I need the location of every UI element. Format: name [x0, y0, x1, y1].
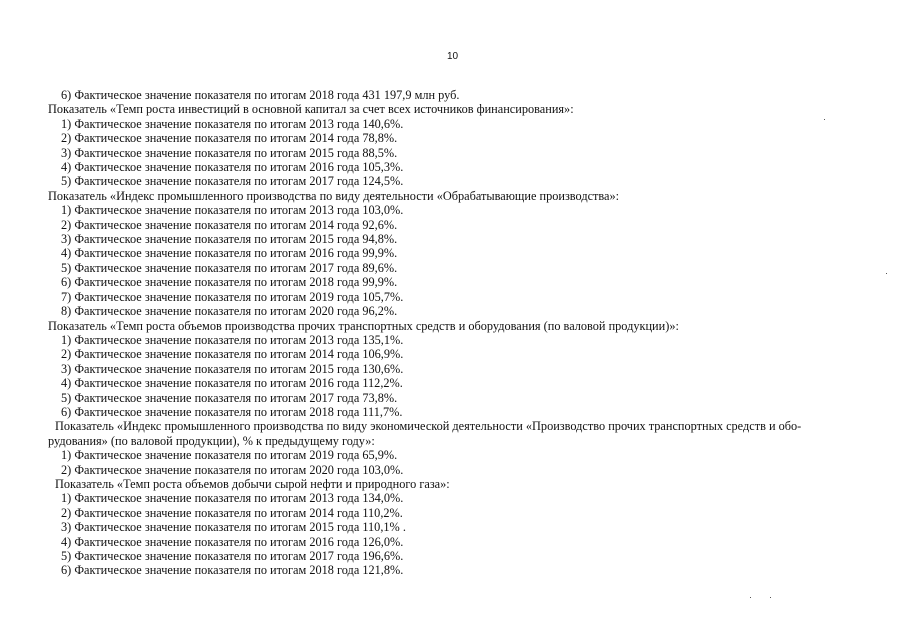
list-item: 3) Фактическое значение показателя по итогам 2015 года 130,6%.: [61, 361, 404, 376]
list-item: 4) Фактическое значение показателя по итогам 2016 года 105,3%.: [61, 160, 404, 175]
list-item: 4) Фактическое значение показателя по итогам 2016 года 99,9%.: [61, 246, 398, 261]
list-item: 5) Фактическое значение показателя по итогам 2017 года 196,6%.: [61, 549, 404, 563]
list-item: 4) Фактическое значение показателя по итогам 2016 года 126,0%.: [61, 534, 404, 549]
indicator-heading: Показатель «Индекс промышленного производства по виду деятельности «Обрабатывающие производства»:: [48, 188, 620, 203]
list-item: 1) Фактическое значение показателя по итогам 2013 года 103,0%.: [61, 203, 404, 218]
list-item: 6) Фактическое значение показателя по итогам 2018 года 99,9%.: [61, 275, 398, 290]
list-item: 4) Фактическое значение показателя по итогам 2016 года 112,2%.: [61, 376, 403, 391]
list-item: 2) Фактическое значение показателя по итогам 2020 года 103,0%.: [61, 462, 404, 477]
list-item: 5) Фактическое значение показателя по итогам 2017 года 124,5%.: [61, 174, 404, 189]
list-item: 8) Фактическое значение показателя по итогам 2020 года 96,2%.: [61, 304, 398, 319]
list-item: 1) Фактическое значение показателя по итогам 2013 года 140,6%.: [61, 116, 404, 131]
list-item: 1) Фактическое значение показателя по итогам 2019 года 65,9%.: [61, 448, 398, 463]
indicator-heading: Показатель «Темп роста инвестиций в основной капитал за счет всех источников финансирования»:: [48, 102, 574, 117]
list-item: 3) Фактическое значение показателя по итогам 2015 года 94,8%.: [61, 232, 398, 247]
list-item: 2) Фактическое значение показателя по итогам 2014 года 110,2%.: [61, 505, 403, 520]
list-item: 5) Фактическое значение показателя по итогам 2017 года 89,6%.: [61, 260, 398, 275]
indicator-heading: Показатель «Темп роста объемов производства прочих транспортных средств и оборудования (по валовой продукции)»:: [48, 318, 679, 333]
list-item: 1) Фактическое значение показателя по итогам 2013 года 135,1%.: [61, 332, 404, 347]
scan-speck: [750, 597, 751, 598]
list-item: 2) Фактическое значение показателя по итогам 2014 года 106,9%.: [61, 347, 404, 362]
indicator-heading-continued: рудования» (по валовой продукции), % к предыдущему году»:: [48, 433, 375, 448]
indicator-heading: Показатель «Темп роста объемов добычи сырой нефти и природного газа»:: [55, 476, 450, 491]
scan-speck: [824, 119, 825, 120]
list-item: 6) Фактическое значение показателя по итогам 2018 года 121,8%.: [61, 563, 404, 578]
list-item: 2) Фактическое значение показателя по итогам 2014 года 78,8%.: [61, 131, 398, 146]
scan-speck: [886, 273, 887, 274]
list-item: 6) Фактическое значение показателя по итогам 2018 года 111,7%.: [61, 404, 403, 419]
list-item: 3) Фактическое значение показателя по итогам 2015 года 88,5%.: [61, 145, 398, 160]
document-body: [48, 88, 868, 578]
list-item: 7) Фактическое значение показателя по итогам 2019 года 105,7%.: [61, 289, 404, 304]
page-number: 10: [446, 51, 459, 62]
scan-speck: [770, 597, 771, 598]
indicator-heading: Показатель «Индекс промышленного производства по виду экономической деятельности «Производство прочих транспортных средств и обо-: [55, 419, 802, 434]
list-item: 2) Фактическое значение показателя по итогам 2014 года 92,6%.: [61, 217, 398, 232]
list-item: 1) Фактическое значение показателя по итогам 2013 года 134,0%.: [61, 491, 404, 506]
list-item: 5) Фактическое значение показателя по итогам 2017 года 73,8%.: [61, 390, 398, 405]
list-item: 3) Фактическое значение показателя по итогам 2015 года 110,1% .: [61, 520, 406, 535]
list-item: 6) Фактическое значение показателя по итогам 2018 года 431 197,9 млн руб.: [61, 88, 460, 102]
